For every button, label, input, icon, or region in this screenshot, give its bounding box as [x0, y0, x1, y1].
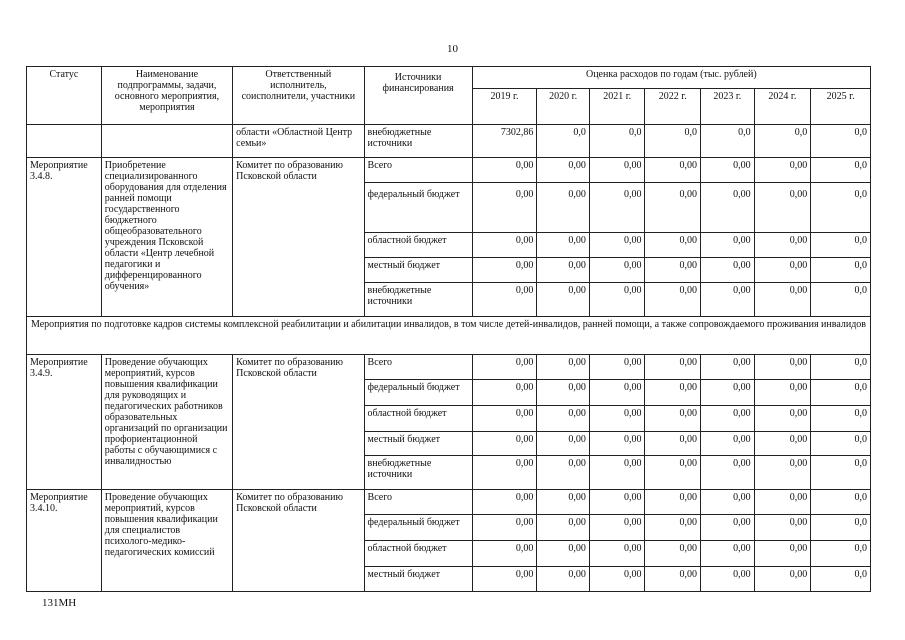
- table-row: [27, 158, 871, 183]
- value-cell: 0,00: [472, 567, 537, 592]
- cont-status: [27, 125, 102, 158]
- source-cell: Всего: [364, 158, 472, 183]
- source-cell: местный бюджет: [364, 432, 472, 456]
- value-cell: 0,00: [537, 183, 590, 233]
- header-responsible: Ответственный исполнитель, соисполнители, участники: [233, 67, 364, 125]
- value-cell: 0,00: [589, 355, 645, 380]
- value-cell: 0,00: [754, 490, 811, 515]
- value-cell: 0,0: [811, 567, 871, 592]
- value-cell: 0,00: [589, 541, 645, 567]
- value-cell: 0,0: [811, 406, 871, 432]
- value-cell: 0,00: [701, 283, 755, 317]
- value-cell: 0,0: [537, 125, 590, 158]
- value-cell: 0,00: [701, 456, 755, 490]
- source-cell: Всего: [364, 490, 472, 515]
- source-cell: федеральный бюджет: [364, 515, 472, 541]
- value-cell: 0,00: [754, 355, 811, 380]
- value-cell: 0,0: [811, 233, 871, 258]
- value-cell: 0,00: [589, 432, 645, 456]
- value-cell: 0,00: [472, 380, 537, 406]
- value-cell: 0,00: [645, 541, 701, 567]
- value-cell: 0,00: [754, 233, 811, 258]
- value-cell: 0,00: [645, 355, 701, 380]
- header-costs: Оценка расходов по годам (тыс. рублей): [472, 67, 870, 89]
- activity-status: Мероприятие 3.4.9.: [27, 355, 102, 490]
- value-cell: 0,00: [537, 541, 590, 567]
- cont-responsible: области «Областной Центр семьи»: [233, 125, 364, 158]
- value-cell: 0,00: [754, 456, 811, 490]
- value-cell: 0,00: [645, 432, 701, 456]
- value-cell: 0,00: [472, 355, 537, 380]
- value-cell: 0,00: [537, 233, 590, 258]
- value-cell: 0,00: [701, 355, 755, 380]
- value-cell: 0,00: [472, 432, 537, 456]
- value-cell: 0,00: [645, 158, 701, 183]
- value-cell: 0,00: [754, 432, 811, 456]
- value-cell: 0,00: [537, 258, 590, 283]
- value-cell: 0,00: [754, 515, 811, 541]
- value-cell: 0,00: [754, 258, 811, 283]
- value-cell: 0,00: [645, 456, 701, 490]
- value-cell: 0,00: [645, 567, 701, 592]
- source-cell: федеральный бюджет: [364, 183, 472, 233]
- value-cell: 0,00: [537, 456, 590, 490]
- source-cell: Всего: [364, 355, 472, 380]
- value-cell: 0,00: [754, 283, 811, 317]
- cont-source: внебюджетные источники: [364, 125, 472, 158]
- value-cell: 0,00: [472, 490, 537, 515]
- section-title: Мероприятия по подготовке кадров системы комплексной реабилитации и абилитации инвалидов, в том числе детей-инвалидов, ранней помощи, а также сопровождаемого проживания инвалидов: [27, 317, 871, 355]
- value-cell: 0,00: [589, 456, 645, 490]
- footer-code: 131МН: [42, 597, 77, 609]
- source-cell: внебюджетные источники: [364, 456, 472, 490]
- value-cell: 0,00: [645, 406, 701, 432]
- value-cell: 0,0: [811, 432, 871, 456]
- value-cell: 0,00: [589, 258, 645, 283]
- header-row-top: [27, 67, 871, 89]
- section-row: [27, 317, 871, 355]
- header-year: 2021 г.: [589, 89, 645, 125]
- value-cell: 0,00: [645, 490, 701, 515]
- value-cell: 0,00: [701, 406, 755, 432]
- header-year: 2023 г.: [701, 89, 755, 125]
- activity-status: Мероприятие 3.4.8.: [27, 158, 102, 317]
- value-cell: 0,00: [472, 515, 537, 541]
- value-cell: 0,0: [811, 456, 871, 490]
- activity-responsible: Комитет по образованию Псковской области: [233, 355, 364, 490]
- value-cell: 0,00: [754, 406, 811, 432]
- value-cell: 0,00: [701, 380, 755, 406]
- value-cell: 0,00: [472, 183, 537, 233]
- value-cell: 0,00: [701, 515, 755, 541]
- value-cell: 0,00: [472, 283, 537, 317]
- value-cell: 0,0: [701, 125, 755, 158]
- value-cell: 0,00: [645, 380, 701, 406]
- value-cell: 0,00: [701, 567, 755, 592]
- header-year: 2020 г.: [537, 89, 590, 125]
- value-cell: 0,00: [537, 406, 590, 432]
- value-cell: 0,0: [811, 258, 871, 283]
- activity-name: Приобретение специализированного оборудования для отделения ранней помощи государственного бюджетного общеобразовательного учреждения Псковской области «Центр лечебной педагогики и дифференцированного обучения»: [101, 158, 232, 317]
- value-cell: 0,00: [754, 183, 811, 233]
- value-cell: 0,00: [754, 158, 811, 183]
- value-cell: 0,0: [811, 125, 871, 158]
- value-cell: 0,00: [589, 183, 645, 233]
- value-cell: 0,00: [754, 541, 811, 567]
- header-sources: Источники финансирования: [364, 67, 472, 125]
- value-cell: 0,00: [472, 456, 537, 490]
- value-cell: 0,0: [589, 125, 645, 158]
- budget-table: [26, 66, 871, 592]
- value-cell: 0,0: [811, 183, 871, 233]
- value-cell: 0,0: [754, 125, 811, 158]
- value-cell: 7302,86: [472, 125, 537, 158]
- source-cell: местный бюджет: [364, 567, 472, 592]
- value-cell: 0,0: [811, 490, 871, 515]
- value-cell: 0,00: [472, 406, 537, 432]
- value-cell: 0,00: [701, 233, 755, 258]
- header-status: Статус: [27, 67, 102, 125]
- value-cell: 0,00: [589, 515, 645, 541]
- value-cell: 0,0: [811, 515, 871, 541]
- value-cell: 0,00: [754, 380, 811, 406]
- table-row: [27, 490, 871, 515]
- value-cell: 0,00: [472, 158, 537, 183]
- value-cell: 0,00: [589, 406, 645, 432]
- header-name: Наименование подпрограммы, задачи, основного мероприятия, мероприятия: [101, 67, 232, 125]
- value-cell: 0,00: [472, 258, 537, 283]
- value-cell: 0,00: [645, 258, 701, 283]
- value-cell: 0,00: [754, 567, 811, 592]
- value-cell: 0,00: [472, 233, 537, 258]
- value-cell: 0,00: [645, 233, 701, 258]
- value-cell: 0,00: [537, 283, 590, 317]
- value-cell: 0,00: [589, 233, 645, 258]
- value-cell: 0,00: [472, 541, 537, 567]
- header-year: 2024 г.: [754, 89, 811, 125]
- source-cell: местный бюджет: [364, 258, 472, 283]
- value-cell: 0,0: [645, 125, 701, 158]
- header-year: 2022 г.: [645, 89, 701, 125]
- value-cell: 0,00: [589, 283, 645, 317]
- value-cell: 0,00: [645, 515, 701, 541]
- value-cell: 0,0: [811, 158, 871, 183]
- value-cell: 0,00: [701, 432, 755, 456]
- activity-responsible: Комитет по образованию Псковской области: [233, 490, 364, 592]
- source-cell: областной бюджет: [364, 406, 472, 432]
- value-cell: 0,00: [589, 567, 645, 592]
- header-year: 2025 г.: [811, 89, 871, 125]
- source-cell: областной бюджет: [364, 233, 472, 258]
- source-cell: внебюджетные источники: [364, 283, 472, 317]
- value-cell: 0,00: [645, 283, 701, 317]
- value-cell: 0,00: [589, 158, 645, 183]
- source-cell: областной бюджет: [364, 541, 472, 567]
- value-cell: 0,00: [537, 380, 590, 406]
- value-cell: 0,00: [701, 258, 755, 283]
- cont-name: [101, 125, 232, 158]
- header-year: 2019 г.: [472, 89, 537, 125]
- value-cell: 0,00: [537, 355, 590, 380]
- table-row: [27, 355, 871, 380]
- value-cell: 0,00: [537, 158, 590, 183]
- activity-name: Проведение обучающих мероприятий, курсов повышения квалификации для руководящих и педагогических работников образовательных организаций по организации профориентационной работы с обучающимися с инвалидностью: [101, 355, 232, 490]
- source-cell: федеральный бюджет: [364, 380, 472, 406]
- page-number: 10: [447, 43, 458, 55]
- value-cell: 0,0: [811, 541, 871, 567]
- value-cell: 0,00: [701, 158, 755, 183]
- value-cell: 0,00: [589, 380, 645, 406]
- activity-name: Проведение обучающих мероприятий, курсов повышения квалификации для специалистов психолого-медико-педагогических комиссий: [101, 490, 232, 592]
- table-row: [27, 125, 871, 158]
- value-cell: 0,0: [811, 380, 871, 406]
- value-cell: 0,00: [701, 183, 755, 233]
- value-cell: 0,00: [537, 515, 590, 541]
- value-cell: 0,00: [701, 490, 755, 515]
- value-cell: 0,00: [701, 541, 755, 567]
- value-cell: 0,00: [589, 490, 645, 515]
- value-cell: 0,00: [537, 490, 590, 515]
- activity-status: Мероприятие 3.4.10.: [27, 490, 102, 592]
- value-cell: 0,00: [537, 567, 590, 592]
- value-cell: 0,00: [537, 432, 590, 456]
- value-cell: 0,0: [811, 283, 871, 317]
- value-cell: 0,00: [645, 183, 701, 233]
- value-cell: 0,0: [811, 355, 871, 380]
- activity-responsible: Комитет по образованию Псковской области: [233, 158, 364, 317]
